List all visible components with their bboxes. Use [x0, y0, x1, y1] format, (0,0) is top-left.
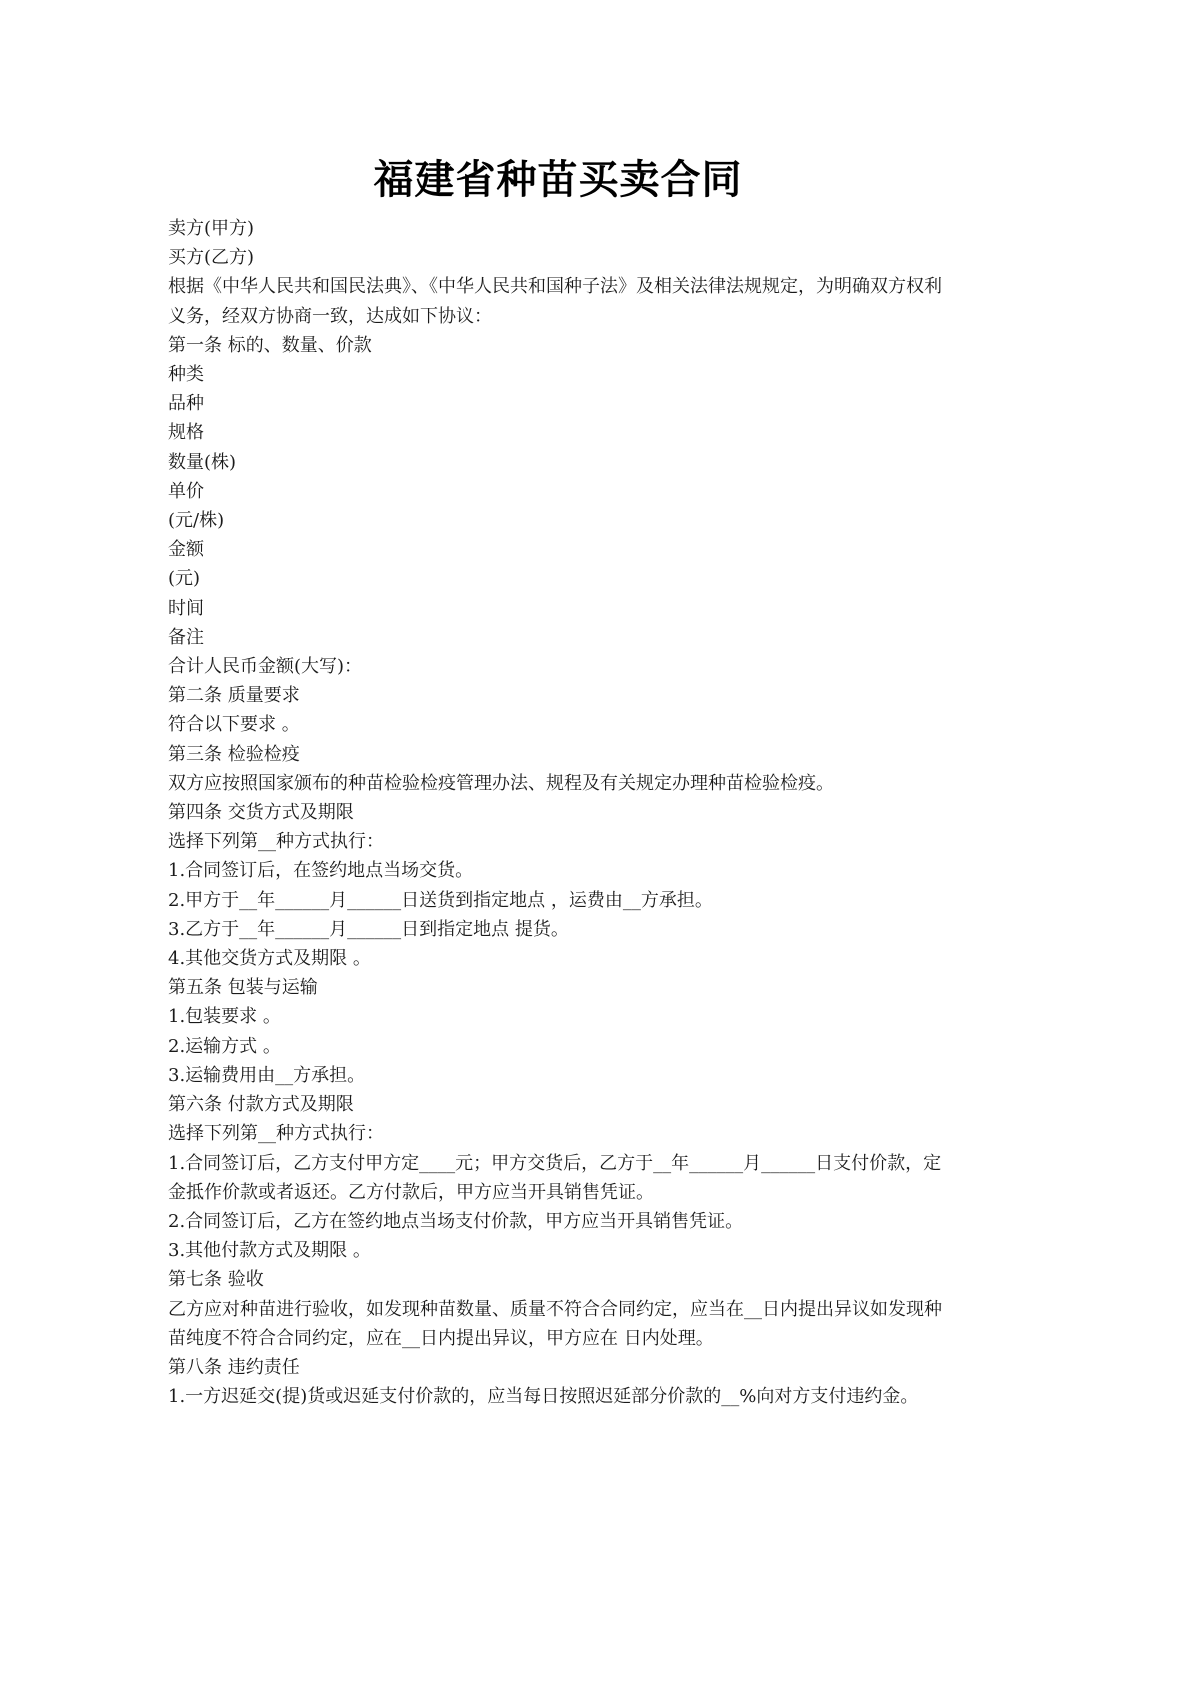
preamble-paragraph: 根据《中华人民共和国民法典》、《中华人民共和国种子法》及相关法律法规规定，为明确双方权利义务，经双方协商一致，达成如下协议： [168, 276, 942, 327]
article-5-item-2: 2.运输方式 。 [168, 1035, 281, 1057]
field-spec: 规格 [168, 422, 204, 444]
article-8-heading: 第八条 违约责任 [168, 1356, 300, 1378]
field-quantity: 数量(株) [168, 451, 237, 473]
document-page [168, 154, 948, 1411]
total-amount-line: 合计人民币金额(大写)： [168, 656, 363, 678]
article-6-option-2: 2.合同签订后，乙方在签约地点当场支付价款，甲方应当开具销售凭证。 [168, 1210, 744, 1232]
field-amount-unit: (元) [168, 568, 201, 590]
article-4-option-2: 2.甲方于__年______月______日送货到指定地点 ，运费由__方承担。 [168, 889, 713, 911]
article-6-option-3: 3.其他付款方式及期限 。 [168, 1240, 371, 1262]
article-4-option-4: 4.其他交货方式及期限 。 [168, 948, 371, 970]
article-7-heading: 第七条 验收 [168, 1269, 264, 1291]
field-category: 种类 [168, 364, 204, 386]
article-5-item-3: 3.运输费用由__方承担。 [168, 1064, 366, 1086]
article-7-text: 乙方应对种苗进行验收，如发现种苗数量、质量不符合合同约定，应当在__日内提出异议如发现种苗纯度不符合合同约定，应在__日内提出异议，甲方应在 日内处理。 [168, 1298, 942, 1349]
article-1-heading: 第一条 标的、数量、价款 [168, 334, 372, 356]
field-remarks: 备注 [168, 626, 204, 648]
article-6-choice: 选择下列第__种方式执行： [168, 1123, 384, 1145]
article-5-heading: 第五条 包装与运输 [168, 977, 318, 999]
buyer-line: 买方(乙方) [168, 247, 255, 269]
article-3-heading: 第三条 检验检疫 [168, 743, 300, 765]
article-6-option-1: 1.合同签订后，乙方支付甲方定____元；甲方交货后，乙方于__年______月______日支付价款，定金抵作价款或者返还。乙方付款后，甲方应当开具销售凭证。 [168, 1152, 942, 1203]
article-4-choice: 选择下列第__种方式执行： [168, 831, 384, 853]
field-unit-price-unit: (元/株) [168, 510, 225, 532]
article-4-option-3: 3.乙方于__年______月______日到指定地点 提货。 [168, 918, 569, 940]
document-body [168, 214, 948, 1411]
seller-line: 卖方(甲方) [168, 218, 255, 239]
article-2-heading: 第二条 质量要求 [168, 685, 300, 707]
article-8-item-1: 1.一方迟延交(提)货或迟延支付价款的，应当每日按照迟延部分价款的__%向对方支付违约金。 [168, 1386, 919, 1408]
article-2-text: 符合以下要求 。 [168, 714, 300, 736]
article-3-text: 双方应按照国家颁布的种苗检验检疫管理办法、规程及有关规定办理种苗检验检疫。 [168, 772, 834, 794]
field-amount: 金额 [168, 539, 204, 561]
field-variety: 品种 [168, 393, 204, 415]
field-unit-price: 单价 [168, 480, 204, 502]
article-5-item-1: 1.包装要求 。 [168, 1006, 281, 1028]
field-time: 时间 [168, 597, 204, 619]
article-6-heading: 第六条 付款方式及期限 [168, 1094, 354, 1116]
article-4-option-1: 1.合同签订后，在签约地点当场交货。 [168, 860, 474, 882]
article-4-heading: 第四条 交货方式及期限 [168, 802, 354, 824]
document-title: 福建省种苗买卖合同 [373, 157, 743, 203]
